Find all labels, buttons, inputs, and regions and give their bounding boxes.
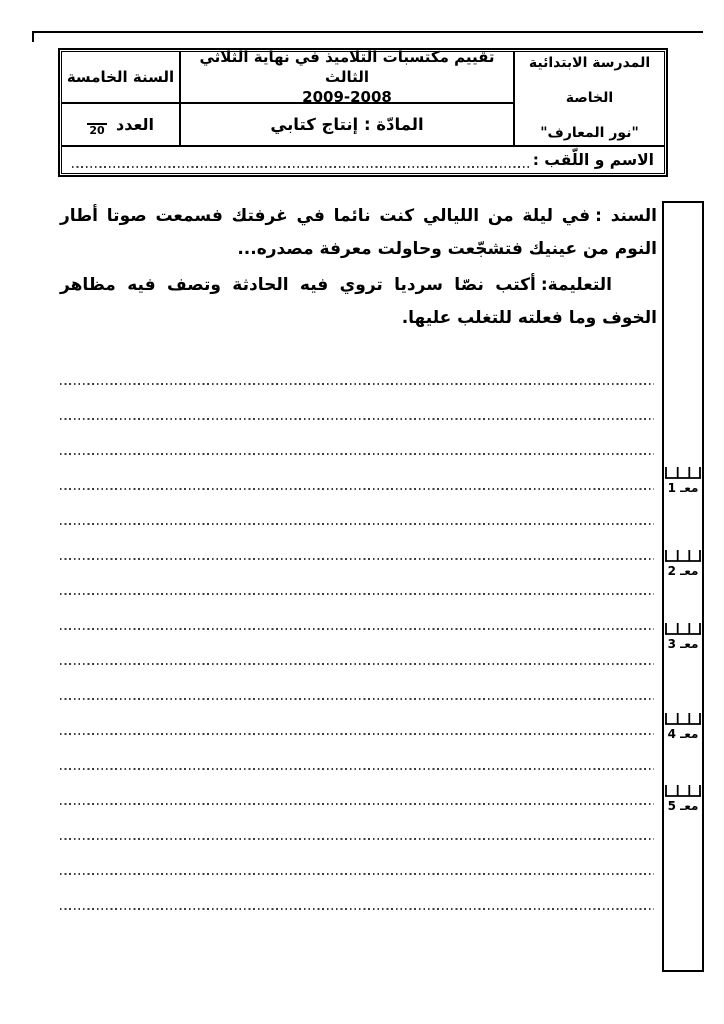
mark-label: معـ 3 xyxy=(667,637,699,651)
mark-label: معـ 4 xyxy=(667,727,699,741)
mark-label: معـ 1 xyxy=(667,481,699,495)
support-label: السند : xyxy=(595,206,657,226)
writing-line xyxy=(60,768,654,770)
writing-line xyxy=(60,838,654,840)
score-comb-icon xyxy=(665,622,701,636)
support-text: في ليلة من الليالي كنت نائما في غرفتك فسمعت صوتا أطار النوم من عينيك فتشجّعت وحاولت معرفة مصدره... xyxy=(60,206,657,259)
writing-line xyxy=(60,523,654,525)
top-margin-rule xyxy=(32,31,703,33)
score-comb-icon xyxy=(665,549,701,563)
name-label: الاسم و اللّقب : xyxy=(532,151,654,169)
grade-level: السنة الخامسة xyxy=(66,68,175,86)
exam-title: تقييم مكتسبات التلاميذ في نهاية الثلاثي الثالث xyxy=(199,48,495,86)
school-name-line2: "نور المعارف" xyxy=(540,125,639,141)
score-total: 20 xyxy=(89,123,105,137)
mark-unit xyxy=(664,466,702,495)
header-table xyxy=(58,48,668,177)
mark-unit xyxy=(664,784,702,813)
score-cell xyxy=(62,104,179,145)
instruction-label: التعليمة: xyxy=(540,275,612,295)
instruction-text: أكتب نصّا سرديا تروي فيه الحادثة وتصف فيه مظاهر الخوف وما فعلته للتغلب عليها. xyxy=(60,275,657,328)
writing-line xyxy=(60,593,654,595)
writing-line xyxy=(60,558,654,560)
school-name-cell xyxy=(513,52,664,145)
name-row xyxy=(62,145,664,173)
mark-unit xyxy=(664,712,702,741)
instruction-paragraph xyxy=(60,269,657,335)
writing-line xyxy=(60,453,654,455)
header-grid xyxy=(61,48,665,174)
exam-years: 2009-2008 xyxy=(302,88,392,106)
writing-line xyxy=(60,488,654,490)
writing-line xyxy=(60,628,654,630)
top-margin-corner-tick xyxy=(32,31,34,42)
writing-line xyxy=(60,733,654,735)
exam-title-cell xyxy=(179,48,513,106)
mark-unit xyxy=(664,622,702,651)
subject-cell xyxy=(179,104,513,145)
score-fraction xyxy=(87,123,107,137)
mark-unit xyxy=(664,549,702,578)
name-dotted-field xyxy=(72,166,529,168)
score-comb-icon xyxy=(665,712,701,726)
subject-line: المادّة : إنتاج كتابي xyxy=(270,115,424,134)
mark-label: معـ 5 xyxy=(667,799,699,813)
grading-column xyxy=(662,201,704,972)
prompt-block xyxy=(60,200,657,335)
writing-line xyxy=(60,418,654,420)
writing-line xyxy=(60,803,654,805)
writing-line xyxy=(60,908,654,910)
score-comb-icon xyxy=(665,466,701,480)
writing-line xyxy=(60,873,654,875)
mark-label: معـ 2 xyxy=(667,564,699,578)
school-name-line1: المدرسة الابتدائية الخاصة xyxy=(528,55,651,106)
support-paragraph xyxy=(60,200,657,266)
writing-line xyxy=(60,698,654,700)
score-label: العدد xyxy=(116,115,154,134)
writing-line xyxy=(60,383,654,385)
score-comb-icon xyxy=(665,784,701,798)
grade-level-cell xyxy=(62,52,179,104)
writing-line xyxy=(60,663,654,665)
